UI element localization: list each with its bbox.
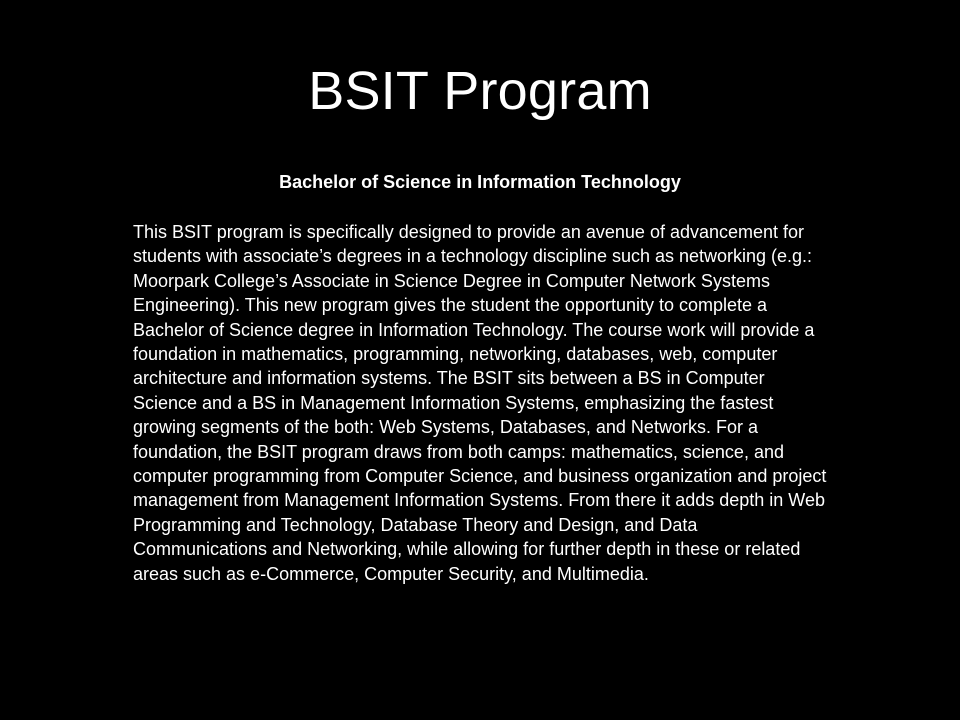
slide-title: BSIT Program [308,61,652,121]
slide-subtitle: Bachelor of Science in Information Technology [279,172,681,192]
program-description: This BSIT program is specifically designed to provide an avenue of advancement for students with associate’s degrees in a technology discipline such as networking (e.g.: Moorpark College’s Associate in Science Degree in Computer Network Systems Engineering). This new program gives the student the opportunity to complete a Bachelor of Science degree in Information Technology. The course work will provide a foundation in mathematics, programming, networking, databases, web, computer architecture and information systems. The BSIT sits between a BS in Computer Science and a BS in Management Information Systems, emphasizing the fastest growing segments of the both: Web Systems, Databases, and Networks. For a foundation, the BSIT program draws from both camps: mathematics, science, and computer programming from Computer Science, and business organization and project management from Management Information Systems. From there it adds depth in Web Programming and Technology, Database Theory and Design, and Data Communications and Networking, while allowing for further depth in these or related areas such as e-Commerce, Computer Security, and Multimedia. [133,222,827,584]
